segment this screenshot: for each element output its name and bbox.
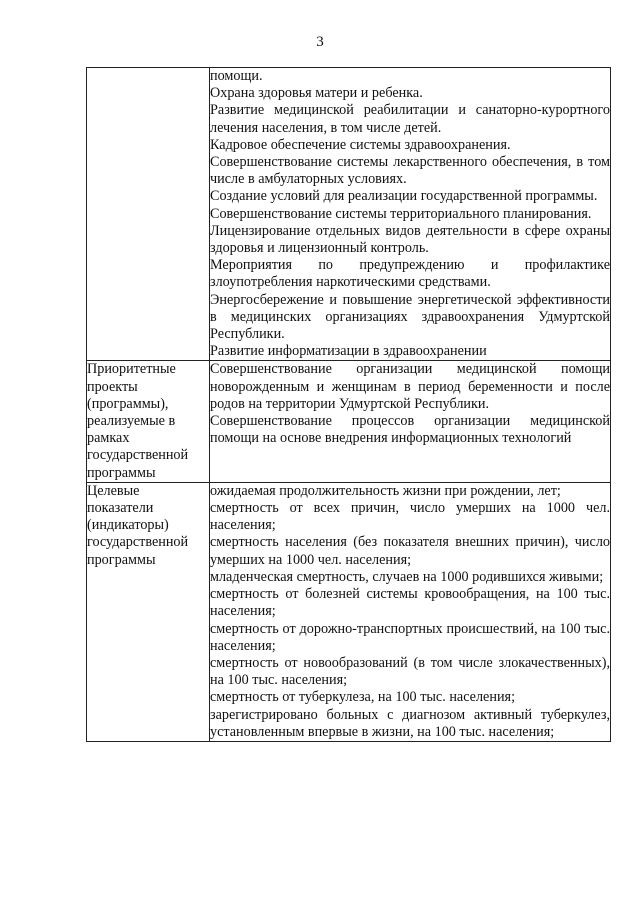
list-item: Кадровое обеспечение системы здравоохранения. xyxy=(210,136,511,153)
list-item: младенческая смертность, случаев на 1000 родившихся живыми; xyxy=(210,568,604,585)
table-row xyxy=(87,361,611,482)
row-content-cell xyxy=(210,68,611,361)
table-row xyxy=(87,68,611,361)
list-item: зарегистрировано больных с диагнозом активный туберкулез, установленным впервые в жизни, на 100 тыс. населения; xyxy=(210,706,610,740)
list-item: смертность населения (без показателя внешних причин), число умерших на 1000 чел. населения; xyxy=(210,534,610,568)
row-content-cell xyxy=(210,361,611,482)
list-item: смертность от новообразований (в том числе злокачественных), на 100 тыс. населения; xyxy=(210,654,610,689)
list-item: Создание условий для реализации государственной программы. xyxy=(210,188,598,205)
list-item: смертность от всех причин, число умерших на 1000 чел. населения; xyxy=(210,500,610,534)
list-item: Совершенствование процессов организации медицинской помощи на основе внедрения информационных технологий xyxy=(210,413,610,447)
list-item: Развитие медицинской реабилитации и санаторно-курортного лечения населения, в том числе детей. xyxy=(210,102,610,136)
list-item: смертность от туберкулеза, на 100 тыс. населения; xyxy=(210,689,516,706)
list-item: Мероприятия по предупреждению и профилактике злоупотребления наркотическими средствами. xyxy=(210,257,610,291)
list-item: Совершенствование системы лекарственного обеспечения, в том числе в амбулаторных условиях. xyxy=(210,154,610,188)
page-number: 3 xyxy=(316,34,324,50)
list-item: Охрана здоровья матери и ребенка. xyxy=(210,85,423,102)
row-content-cell xyxy=(210,482,611,741)
list-item: Совершенствование системы территориального планирования. xyxy=(210,205,592,222)
list-item: Совершенствование организации медицинской помощи новорожденным и женщинам в период беременности и после родов на территории Удмуртской Республики. xyxy=(210,361,610,412)
list-item: ожидаемая продолжительность жизни при рождении, лет; xyxy=(210,482,561,499)
row-label-cell: Целевые показатели (индикаторы) государственной программы xyxy=(87,482,210,741)
program-passport-table xyxy=(86,67,611,742)
list-item: Развитие информатизации в здравоохранении xyxy=(210,343,487,360)
list-item: смертность от болезней системы кровообращения, на 100 тыс. населения; xyxy=(210,586,610,620)
row-label-cell xyxy=(87,68,210,361)
table-row xyxy=(87,482,611,741)
list-item: Лицензирование отдельных видов деятельности в сфере охраны здоровья и лицензионный контроль. xyxy=(210,222,610,257)
row-label-cell: Приоритетные проекты (программы), реализуемые в рамках государственной программы xyxy=(87,361,210,482)
list-item: Энергосбережение и повышение энергетической эффективности в медицинских организациях здравоохранения Удмуртской Республики. xyxy=(210,291,610,343)
list-item: смертность от дорожно-транспортных происшествий, на 100 тыс. населения; xyxy=(210,620,610,654)
list-item: помощи. xyxy=(210,68,263,84)
